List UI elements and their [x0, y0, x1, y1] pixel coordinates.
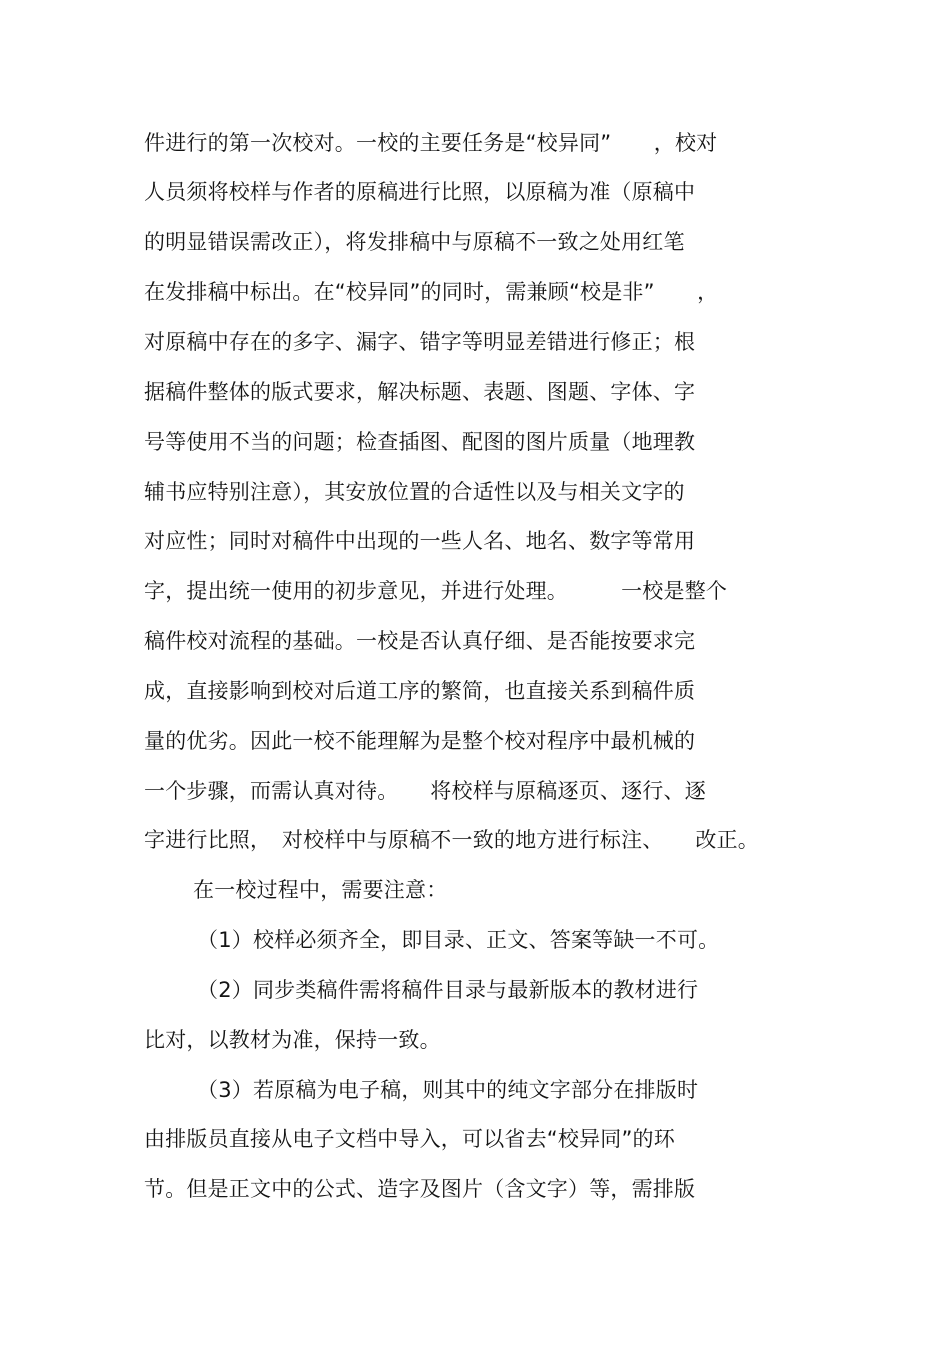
- list-item: （3）若原稿为电子稿，则其中的纯文字部分在排版时: [197, 1078, 699, 1102]
- text-line: 在发排稿中标出。在“校异同”的同时，需兼顾“校是非” ，: [144, 280, 719, 304]
- text-line: 对应性；同时对稿件中出现的一些人名、地名、数字等常用: [144, 529, 696, 553]
- text-line: 一个步骤，而需认真对待。 将校样与原稿逐页、逐行、逐: [144, 779, 706, 803]
- text-line: 据稿件整体的版式要求，解决标题、表题、图题、字体、字: [144, 380, 696, 404]
- text-line: 号等使用不当的问题；检查插图、配图的图片质量（地理教: [144, 430, 696, 454]
- text-line: 人员须将校样与作者的原稿进行比照，以原稿为准（原稿中: [144, 180, 696, 204]
- text-line: 件进行的第一次校对。一校的主要任务是“校异同” ，校对: [144, 131, 718, 155]
- list-item: （2）同步类稿件需将稿件目录与最新版本的教材进行: [197, 978, 699, 1002]
- text-line: 节。但是正文中的公式、造字及图片（含文字）等，需排版: [144, 1177, 696, 1201]
- text-line: 比对，以教材为准，保持一致。: [144, 1028, 441, 1052]
- text-line: 字，提出统一使用的初步意见，并进行处理。 一校是整个: [144, 579, 728, 603]
- text-line: 量的优劣。因此一校不能理解为是整个校对程序中最机械的: [144, 729, 696, 753]
- paragraph-heading: 在一校过程中，需要注意：: [193, 878, 448, 902]
- text-line: 字进行比照， 对校样中与原稿不一致的地方进行标注、 改正。: [144, 828, 759, 852]
- text-line: 由排版员直接从电子文档中导入，可以省去“校异同”的环: [144, 1127, 675, 1151]
- text-line: 稿件校对流程的基础。一校是否认真仔细、是否能按要求完: [144, 629, 696, 653]
- text-line: 辅书应特别注意），其安放位置的合适性以及与相关文字的: [144, 480, 685, 504]
- text-line: 的明显错误需改正），将发排稿中与原稿不一致之处用红笔: [144, 230, 685, 254]
- text-line: 成，直接影响到校对后道工序的繁简，也直接关系到稿件质: [144, 679, 696, 703]
- text-line: 对原稿中存在的多字、漏字、错字等明显差错进行修正；根: [144, 330, 696, 354]
- list-item: （1）校样必须齐全，即目录、正文、答案等缺一不可。: [197, 928, 720, 952]
